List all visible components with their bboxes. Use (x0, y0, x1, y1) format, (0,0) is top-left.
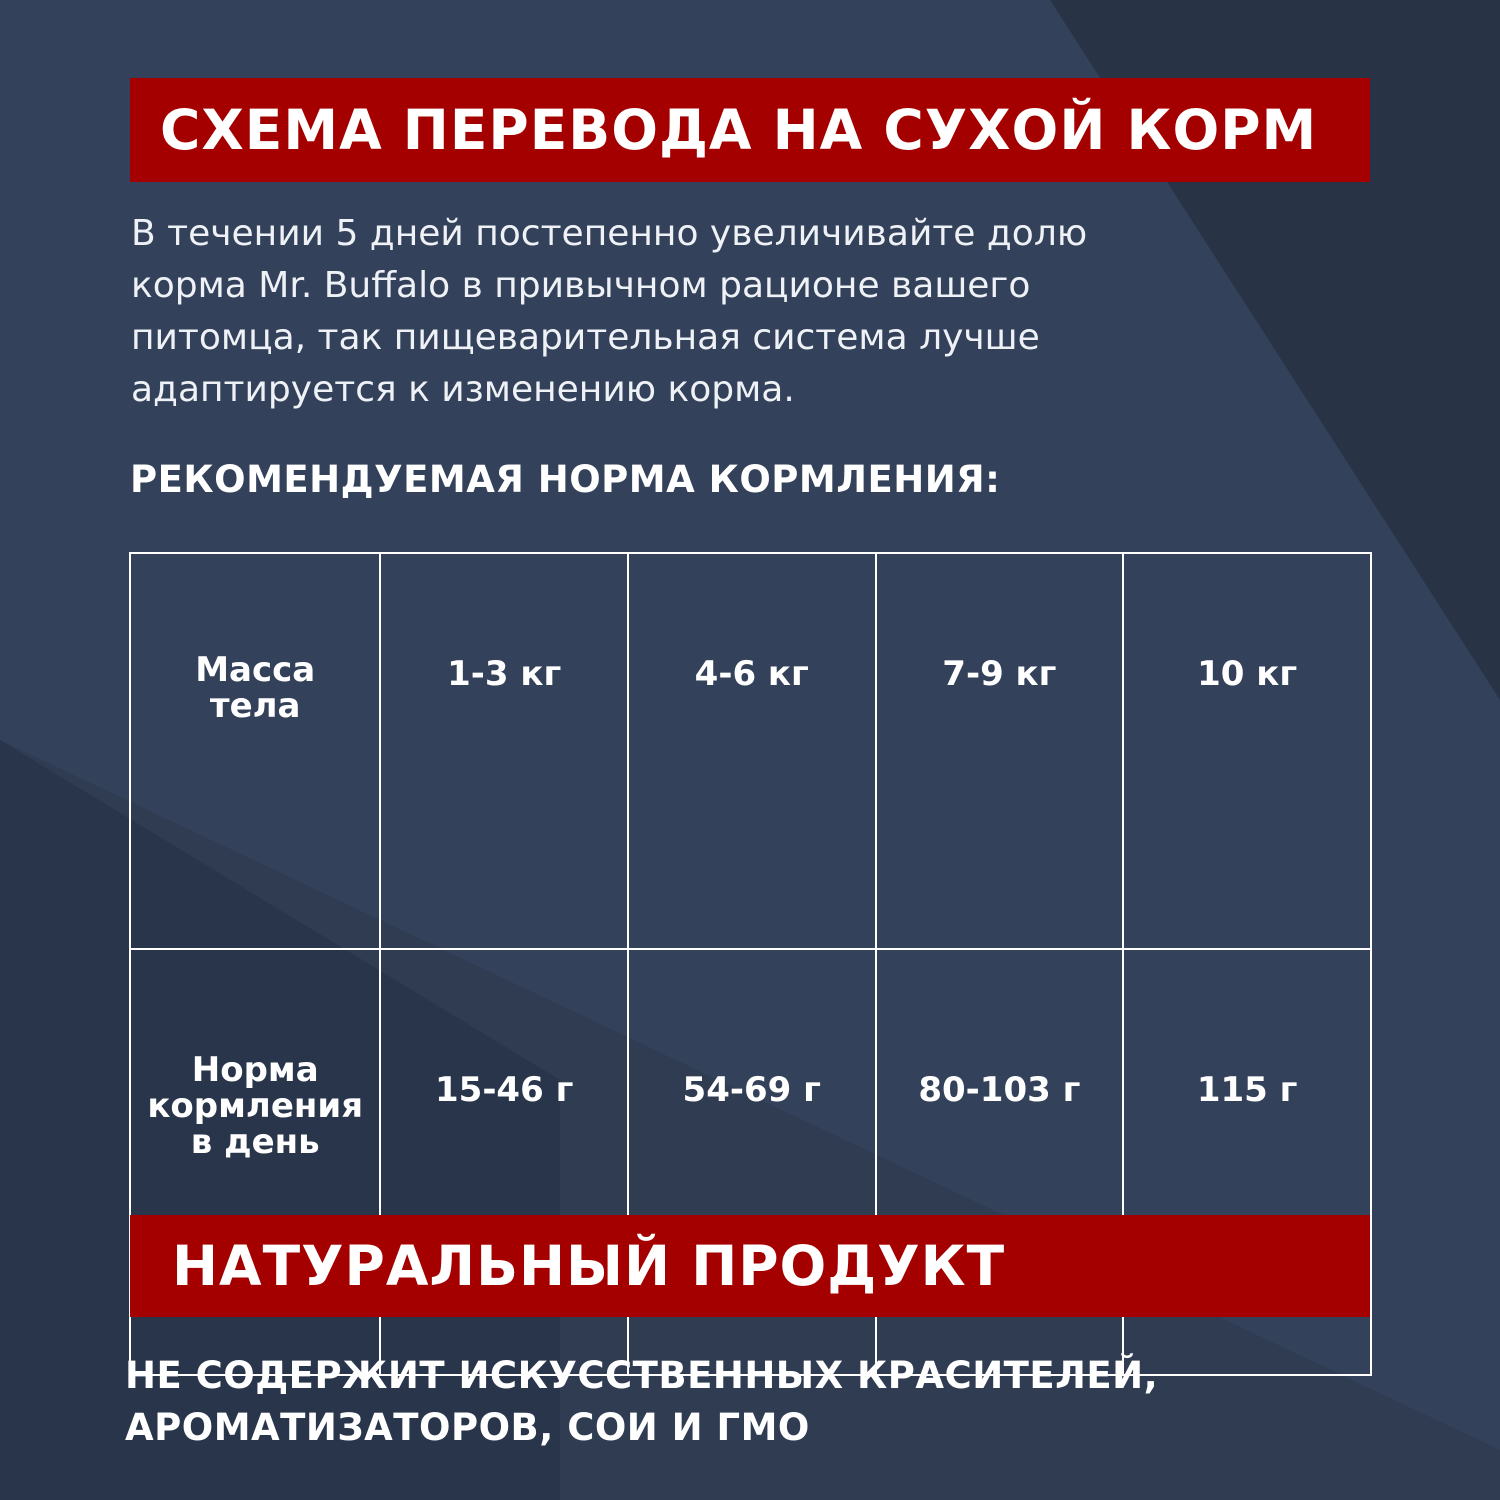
feeding-norm-heading: РЕКОМЕНДУЕМАЯ НОРМА КОРМЛЕНИЯ: (130, 458, 1001, 501)
natural-product-description (125, 1350, 1425, 1454)
daily-norm-cell: 80-103 г (876, 949, 1124, 1375)
intro-line: В течении 5 дней постепенно увеличивайте долю (131, 213, 1088, 254)
daily-norm-label-line: Норма (191, 1050, 319, 1090)
transition-scheme-title: СХЕМА ПЕРЕВОДА НА СУХОЙ КОРМ (160, 98, 1318, 162)
natural-product-line: АРОМАТИЗАТОРОВ, СОИ И ГМО (125, 1406, 810, 1449)
natural-product-banner (130, 1215, 1370, 1317)
body-weight-cell: 4-6 кг (628, 553, 876, 949)
daily-norm-cell: 115 г (1123, 949, 1371, 1375)
intro-line: адаптируется к изменению корма. (131, 369, 795, 410)
table-row-body-weight (130, 553, 1371, 949)
body-weight-label-cell (130, 553, 380, 949)
natural-product-title: НАТУРАЛЬНЫЙ ПРОДУКТ (172, 1234, 1006, 1298)
daily-norm-label-line: кормления (147, 1086, 364, 1126)
daily-norm-label-line: в день (190, 1122, 320, 1162)
body-weight-label-line: Масса (195, 650, 316, 690)
daily-norm-cell: 54-69 г (628, 949, 876, 1375)
natural-product-line: НЕ СОДЕРЖИТ ИСКУССТВЕННЫХ КРАСИТЕЛЕЙ, (125, 1354, 1159, 1397)
body-weight-cell: 10 кг (1123, 553, 1371, 949)
intro-line: питомца, так пищеварительная система лучше (131, 317, 1040, 358)
transition-scheme-banner (130, 78, 1370, 182)
intro-text (131, 208, 1331, 416)
body-weight-label-line: тела (209, 686, 301, 726)
body-weight-cell: 7-9 кг (876, 553, 1124, 949)
body-weight-cell: 1-3 кг (380, 553, 628, 949)
intro-line: корма Mr. Buffalo в привычном рационе вашего (131, 265, 1031, 306)
daily-norm-cell: 15-46 г (380, 949, 628, 1375)
